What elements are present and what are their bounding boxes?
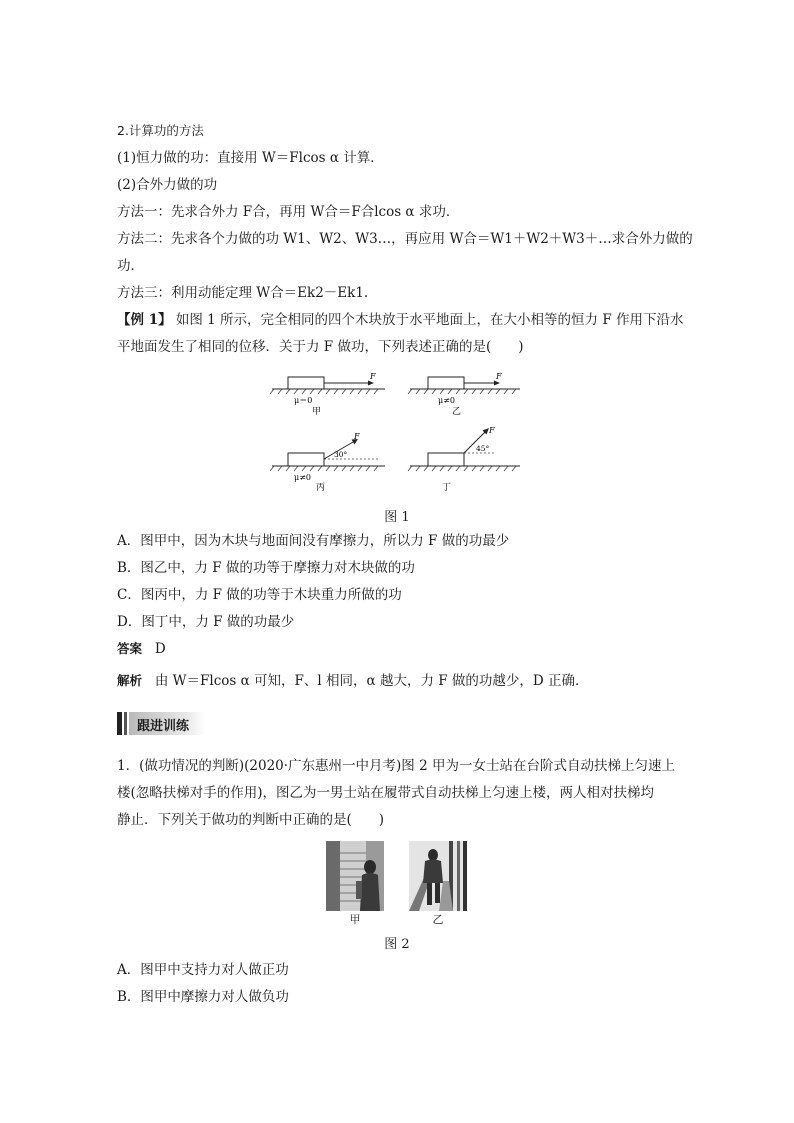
svg-text:30°: 30° [334,450,348,459]
block-bing [288,453,324,466]
svg-text:F: F [489,426,495,435]
analysis-text: 由 W＝Flcos α 可知，F、l 相同，α 越大，力 F 做的功越少，D 正确． [154,673,589,689]
method-net-force-title: (2)合外力做的功 [117,177,218,193]
option-d: D．图丁中，力 F 做的功最少 [117,614,295,630]
diagram-jia [270,372,385,417]
figure-1-caption: 图 1 [384,510,410,525]
svg-text:F: F [354,432,360,441]
answer-value: D [154,641,166,657]
exercise-line1: 1．(做功情况的判断)(2020·广东惠州一中月考)图 2 甲为一女士站在台阶式自动扶梯上匀速上 [117,758,675,774]
analysis-line [117,672,589,690]
svg-text:μ＝0: μ＝0 [294,396,313,405]
svg-text:45°: 45° [476,444,490,453]
analysis-label: 解析 [117,673,143,688]
svg-text:μ≠0: μ≠0 [438,396,455,405]
example-line2: 平地面发生了相同的位移．关于力 F 做功，下列表述正确的是( ) [117,339,524,355]
diagram-yi [408,372,520,417]
example-text-1: 如图 1 所示，完全相同的四个木块放于水平地面上，在大小相等的恒力 F 作用下沿水 [175,312,684,328]
block-ding [428,453,464,466]
method-three: 方法三：利用动能定理 W合＝Ek2－Ek1. [117,285,369,301]
figure-2-caption: 图 2 [384,937,410,952]
photo-yi [409,841,467,911]
exercise-line2: 楼(忽略扶梯对手的作用)，图乙为一男士站在履带式自动扶梯上匀速上楼，两人相对扶梯均 [117,785,655,801]
example-line1 [117,311,684,329]
svg-text:丙: 丙 [316,483,326,493]
method-one: 方法一：先求合外力 F合，再用 W合＝F合lcos α 求功． [117,204,460,220]
follow-up-banner [117,712,205,735]
diagram-bing [270,432,385,493]
svg-text:F: F [370,372,376,381]
answer-line [117,640,166,658]
svg-text:丁: 丁 [442,483,452,493]
method-two-line1: 方法二：先求各个力做的功 W1、W2、W3…，再应用 W合＝W1＋W2＋W3＋…求合外力做的 [117,231,693,247]
svg-text:乙: 乙 [452,407,462,417]
section-heading: 2.计算功的方法 [117,123,204,138]
option-c: C．图丙中，力 F 做的功等于木块重力所做的功 [117,587,402,603]
exercise-option-a: A．图甲中支持力对人做正功 [117,962,289,978]
exercise-option-b: B．图甲中摩擦力对人做负功 [117,989,289,1005]
banner-label: 跟进训练 [137,719,190,734]
photo-jia [326,841,384,911]
exercise-line3: 静止．下列关于做功的判断中正确的是( ) [117,812,385,828]
block-yi [428,377,464,389]
answer-label: 答案 [117,641,143,656]
method-constant-force: (1)恒力做的功：直接用 W＝Flcos α 计算． [117,150,384,166]
method-two-line2: 功． [117,258,144,274]
diagram-ding [408,426,520,493]
photo-yi-label: 乙 [432,913,444,926]
figure-1 [260,365,530,500]
option-b: B．图乙中，力 F 做的功等于摩擦力对木块做的功 [117,560,415,576]
photo-jia-label: 甲 [349,913,361,926]
svg-text:甲: 甲 [312,407,322,417]
option-a: A．图甲中，因为木块与地面间没有摩擦力，所以力 F 做的功最少 [117,533,510,549]
svg-text:μ≠0: μ≠0 [294,473,311,482]
svg-text:F: F [496,372,502,381]
block-jia [288,377,324,389]
example-tag: 【例 1】 [117,312,172,328]
